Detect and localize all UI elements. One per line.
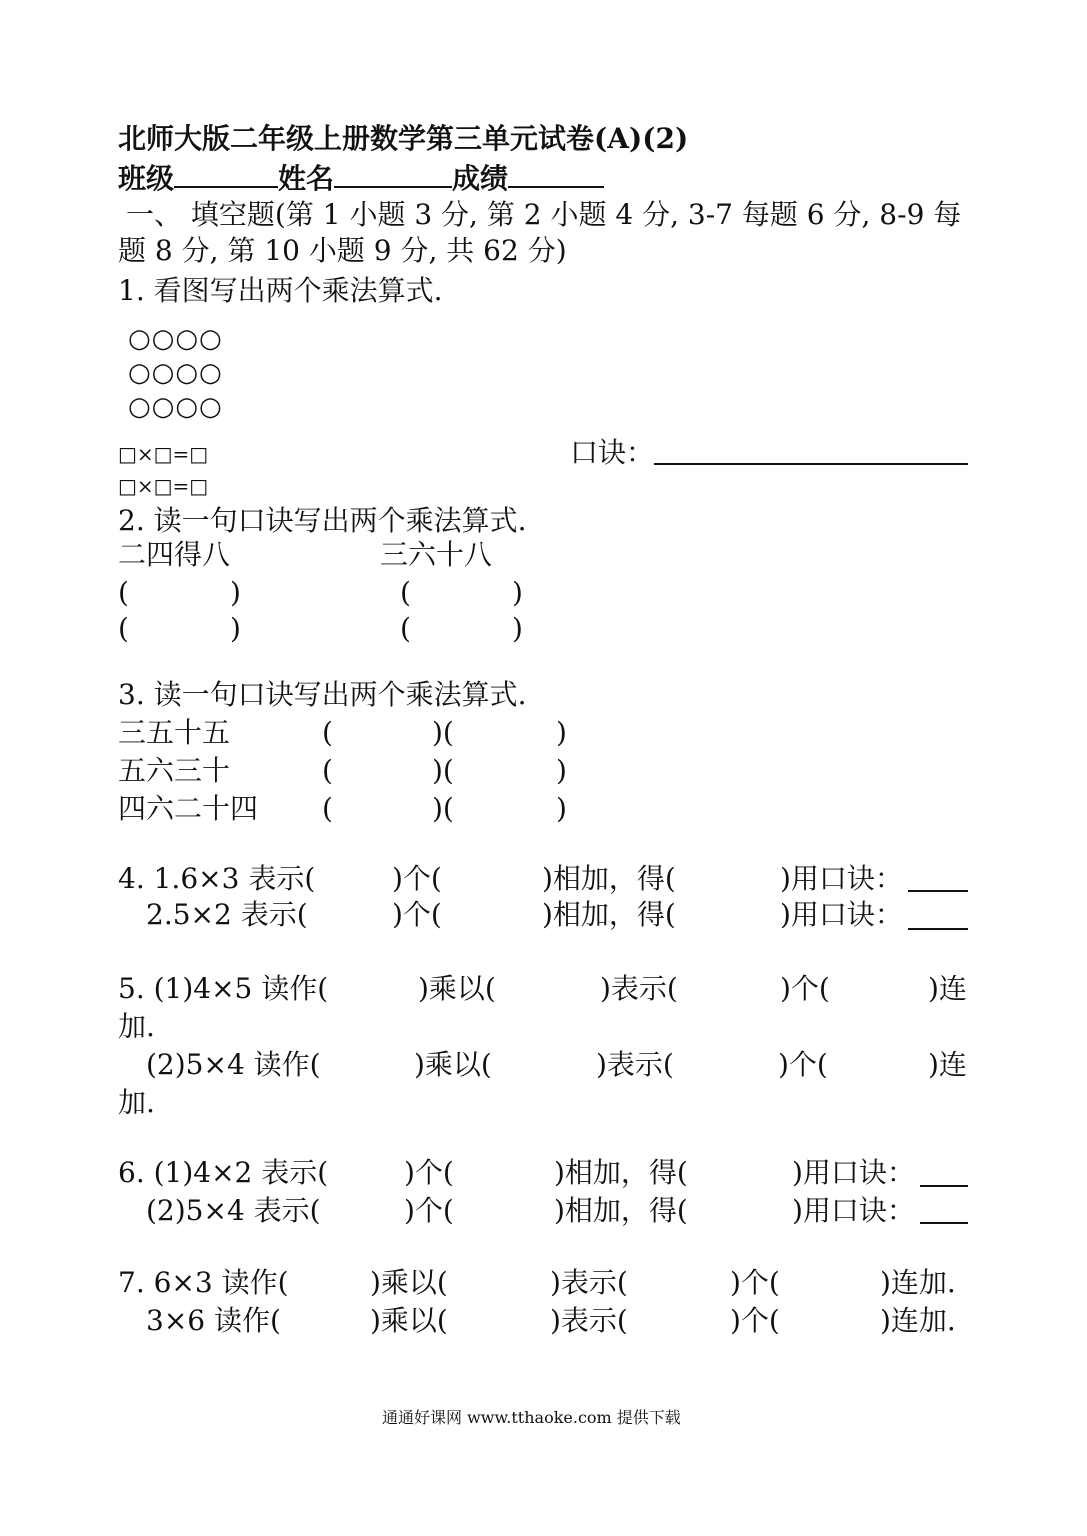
q5-r1-part4: )个( bbox=[780, 972, 830, 1005]
q5-r1-part1: 5. (1)4×5 读作( bbox=[118, 972, 329, 1005]
q6-r2-koujue-blank[interactable] bbox=[920, 1222, 968, 1224]
q7-r2-part3: )表示( bbox=[550, 1304, 628, 1337]
q2-blank-b2-close: ) bbox=[512, 612, 523, 645]
q5-r1-part5: )连 bbox=[928, 972, 967, 1005]
q3-prompt: 3. 读一句口诀写出两个乘法算式. bbox=[118, 678, 527, 711]
q4-r2-part1: 2.5×2 表示( bbox=[146, 898, 308, 931]
q5-r1-part2: )乘以( bbox=[418, 972, 496, 1005]
q4-r2-koujue-blank[interactable] bbox=[908, 928, 968, 930]
q3-rhyme-2: 五六三十 bbox=[118, 754, 231, 787]
q1-equation-1: □×□=□ bbox=[118, 442, 209, 466]
q7-r1-part3: )表示( bbox=[550, 1266, 628, 1299]
q2-rhyme-2: 三六十八 bbox=[380, 538, 493, 571]
q6-r1-koujue-blank[interactable] bbox=[920, 1185, 968, 1187]
q7-r2-part1: 3×6 读作( bbox=[146, 1304, 281, 1337]
q4-r2-part2: )个( bbox=[392, 898, 442, 931]
q4-r1-part2: )个( bbox=[392, 862, 442, 895]
q6-r2-part2: )个( bbox=[404, 1194, 454, 1227]
q5-r2-part5: )连 bbox=[928, 1048, 967, 1081]
q7-r1-part4: )个( bbox=[730, 1266, 780, 1299]
q3-r3-close: ) bbox=[556, 792, 567, 825]
q3-r2-open: ( bbox=[322, 754, 333, 787]
q6-r1-part3: )相加，得( bbox=[554, 1156, 688, 1189]
q3-rhyme-3: 四六二十四 bbox=[118, 792, 259, 825]
q5-r1-part3: )表示( bbox=[600, 972, 678, 1005]
q3-r2-close: ) bbox=[556, 754, 567, 787]
q6-r2-part3: )相加，得( bbox=[554, 1194, 688, 1227]
q3-r1-open: ( bbox=[322, 716, 333, 749]
q3-r2-mid: )( bbox=[432, 754, 454, 787]
q6-r1-part4: )用口诀： bbox=[792, 1156, 915, 1189]
q4-r2-part4: )用口诀： bbox=[780, 898, 903, 931]
q7-r2-part5: )连加. bbox=[880, 1304, 956, 1337]
q6-r2-part4: )用口诀： bbox=[792, 1194, 915, 1227]
q4-r1-koujue-blank[interactable] bbox=[908, 890, 968, 892]
q2-blank-a2-close: ) bbox=[230, 612, 241, 645]
q5-r2-part3: )表示( bbox=[596, 1048, 674, 1081]
q5-r1-cont: 加. bbox=[118, 1010, 155, 1043]
class-blank[interactable] bbox=[174, 160, 278, 188]
q3-rhyme-1: 三五十五 bbox=[118, 716, 231, 749]
header-row bbox=[118, 160, 604, 196]
q7-r2-part2: )乘以( bbox=[370, 1304, 448, 1337]
q2-prompt: 2. 读一句口诀写出两个乘法算式. bbox=[118, 504, 527, 537]
q2-blank-a1-open: ( bbox=[118, 576, 129, 609]
circle-row-3: ○○○○ bbox=[128, 392, 223, 422]
name-label: 姓名 bbox=[278, 162, 335, 195]
q6-r1-part1: 6. (1)4×2 表示( bbox=[118, 1156, 329, 1189]
score-blank[interactable] bbox=[508, 160, 604, 188]
section1-heading-line1: 一、 填空题(第 1 小题 3 分, 第 2 小题 4 分, 3-7 每题 6 分, 8-9 每 bbox=[126, 198, 962, 231]
q4-r1-part1: 4. 1.6×3 表示( bbox=[118, 862, 316, 895]
q5-r2-part2: )乘以( bbox=[414, 1048, 492, 1081]
q3-r3-mid: )( bbox=[432, 792, 454, 825]
q6-r2-part1: (2)5×4 表示( bbox=[146, 1194, 321, 1227]
q5-r2-part4: )个( bbox=[778, 1048, 828, 1081]
page-title: 北师大版二年级上册数学第三单元试卷(A)(2) bbox=[118, 122, 689, 155]
q7-r1-part1: 7. 6×3 读作( bbox=[118, 1266, 289, 1299]
name-blank[interactable] bbox=[334, 160, 452, 188]
footer-credit: 通通好课网 www.tthaoke.com 提供下载 bbox=[382, 1408, 681, 1427]
q1-koujue-label: 口诀： bbox=[570, 436, 655, 469]
q1-equation-2: □×□=□ bbox=[118, 474, 209, 498]
q2-blank-a1-close: ) bbox=[230, 576, 241, 609]
circle-row-1: ○○○○ bbox=[128, 324, 223, 354]
q2-blank-a2-open: ( bbox=[118, 612, 129, 645]
q5-r2-cont: 加. bbox=[118, 1086, 155, 1119]
section1-heading-line2: 题 8 分, 第 10 小题 9 分, 共 62 分) bbox=[118, 234, 567, 267]
class-label: 班级 bbox=[118, 162, 175, 195]
q6-r1-part2: )个( bbox=[404, 1156, 454, 1189]
q4-r2-part3: )相加，得( bbox=[542, 898, 676, 931]
q7-r1-part2: )乘以( bbox=[370, 1266, 448, 1299]
q4-r1-part3: )相加，得( bbox=[542, 862, 676, 895]
q2-blank-b2-open: ( bbox=[400, 612, 411, 645]
q7-r2-part4: )个( bbox=[730, 1304, 780, 1337]
q2-rhyme-1: 二四得八 bbox=[118, 538, 231, 571]
q4-r1-part4: )用口诀： bbox=[780, 862, 903, 895]
q1-koujue-blank[interactable] bbox=[654, 463, 968, 465]
q3-r1-close: ) bbox=[556, 716, 567, 749]
q2-blank-b1-close: ) bbox=[512, 576, 523, 609]
q2-blank-b1-open: ( bbox=[400, 576, 411, 609]
score-label: 成绩 bbox=[452, 162, 509, 195]
q3-r3-open: ( bbox=[322, 792, 333, 825]
q3-r1-mid: )( bbox=[432, 716, 454, 749]
q5-r2-part1: (2)5×4 读作( bbox=[146, 1048, 321, 1081]
q7-r1-part5: )连加. bbox=[880, 1266, 956, 1299]
q1-prompt: 1. 看图写出两个乘法算式. bbox=[118, 274, 443, 307]
circle-row-2: ○○○○ bbox=[128, 358, 223, 388]
